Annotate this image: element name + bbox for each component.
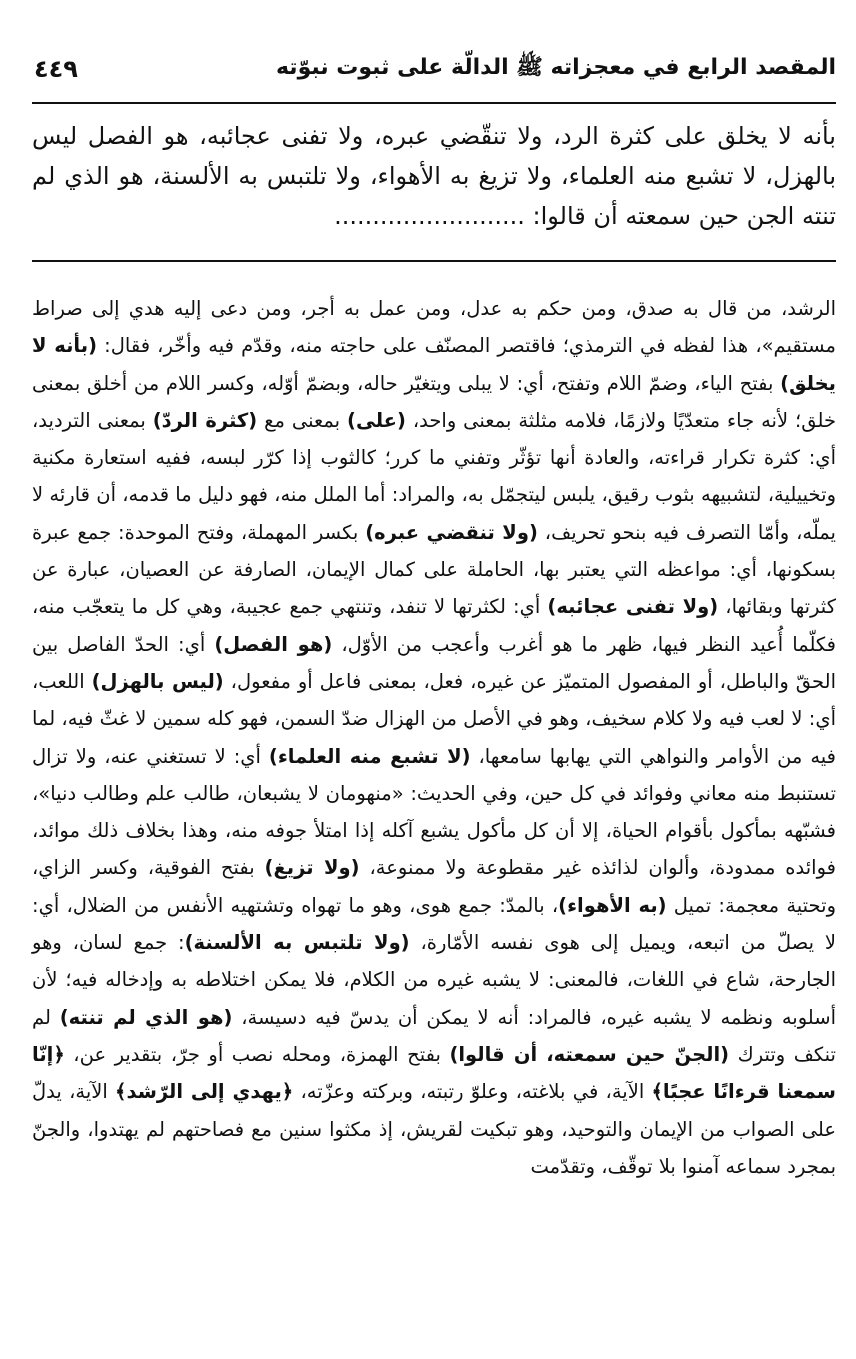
commentary-quote: (لا تشبع منه العلماء) [268,744,471,768]
commentary-text-segment: بكسر المهملة، وفتح الموحدة: جمع عبرة بسكونها، أي: مواعظه التي يعتبر بها، الحاملة على كمال الإيمان، الصارفة عن العصيان، عبارة عن كثرتها وبقائها، [32,520,836,619]
commentary-text-segment: أي: لكثرتها لا تنفد، وتنتهي جمع عجيبة، وهي كل ما يتعجّب منه، فكلّما أُعيد النظر فيها، ظهر ما هو أغرب وأعجب من الأوّل، [32,595,836,656]
main-dots: ......................... [334,202,525,230]
running-title: المقصد الرابع في معجزاته ﷺ الدالّة على ثبوت نبوّته [275,55,836,80]
commentary-quote: (كثرة الردّ) [152,408,258,432]
commentary-quote: (به الأهواء) [558,893,667,917]
commentary-text-segment: أي: الحدّ الفاصل بين الحقّ والباطل، أو المفصول المتميّز عن غيره، فعل، بمعنى فاعل أو مفعول، [32,632,836,693]
commentary-quote: (هو الفصل) [214,632,333,656]
commentary-text-segment: لم تنكف وتترك [32,1005,836,1066]
commentary-quote: (بأنه لا يخلق) [32,334,836,395]
commentary-quote: (الجنّ حين سمعته، أن قالوا) [449,1042,730,1066]
main-paragraph [32,116,836,236]
commentary-text-segment: بفتح الياء، وضمّ اللام وتفتح، أي: لا يبلى ويتغيّر حاله، وبضمّ أوّله، وكسر اللام من أخلق بمعنى خلق؛ لأنه جاء متعدّيًا ولازمًا، فلامه مثلثة بمعنى واحد، [32,371,836,432]
commentary-text-segment: ، بالمدّ: جمع هوى، وهو ما تهواه وتشتهيه الأنفس من الضلال، أي: لا يصلّ من اتبعه، ويميل إلى هوى نفسه الأمّارة، [32,893,837,955]
commentary-text-segment: الرشد، من قال به صدق، ومن حكم به عدل، ومن عمل به أجر، ومن دعى إليه هدي إلى صراط مستقيم»، هذا لفظه في الترمذي؛ فاقتصر المصنّف على حاجته منه، وقدّم فيه وأخّر، فقال: [32,297,836,358]
commentary-text-segment: بمعنى الترديد، أي: كثرة تكرار قراءته، والعادة أنها تؤثّر وتفني ما كرر؛ كالثوب إذا كرّر لبسه، ففيه استعارة مكنية وتخييلية، لتشبيهه بثوب رقيق، يلبس ليتجمّل به، والمراد: أما الملل منه، فهو دليل ما قدمه، أن قارئه لا يملّه، وأمّا التصرف فيه بنحو تحريف، [32,408,836,544]
header-rule [32,102,836,104]
commentary-quote: (ولا تنقضي عبره) [365,520,538,544]
commentary-quote: (ولا تلتبس به الألسنة) [184,931,410,955]
main-text [32,116,836,236]
commentary-text-segment: بمعنى مع [257,408,348,432]
commentary-quote: (ولا تفنى عجائبه) [547,595,719,619]
commentary-quote: (ولا تزيغ) [264,856,360,880]
commentary-text-segment: بفتح الفوقية، وكسر الزاي، وتحتية معجمة: تميل [32,856,836,917]
page-number: ٤٤٩ [34,55,78,83]
commentary-text-segment: بفتح الهمزة، ومحله نصب أو جرّ، بتقدير عن، [64,1042,450,1066]
commentary-quote: (هو الذي لم تنته) [59,1005,233,1029]
commentary-text [32,290,836,1185]
commentary-quranic-quote: ﴿يهدي إلى الرّشد﴾ [115,1080,294,1104]
commentary-paragraph [32,290,836,1185]
commentary-text-segment: اللعب، أي: لا لعب فيه ولا كلام سخيف، وهو في الأصل من الهزال ضدّ السمن، فهو كله سمين لا غثّ فيه، لما فيه من الأوامر والنواهي التي يهابها سامعها، [32,669,836,768]
commentary-quranic-quote: ﴿إنّا سمعنا قرءانًا عجبًا﴾ [32,1042,836,1104]
commentary-text-segment: الآية، يدلّ على الصواب من الإيمان والتوحيد، وهو تبكيت لقريش، إذ مكثوا سنين مع فصاحتهم لم يهتدوا، والجنّ بمجرد سماعه آمنوا بلا توقّف، وتقدّمت [32,1080,836,1178]
commentary-text-segment: أي: لا تستغني عنه، ولا تزال تستنبط منه معاني وفوائد في كل حين، وفي الحديث: «منهومان لا يشبعان، طالب علم وطالب دنيا»، فشبّهه بمأكول بأقوام الحياة، إلا أن كل مأكول يشبع آكله إذا امتلأ جوفه منه، وهذا بخلاف ذلك موائد، فوائده ممدودة، وألوان لذائذه غير مقطوعة ولا ممنوعة، [32,744,836,880]
page-header [34,46,836,92]
divider-rule [32,260,836,262]
commentary-text-segment: الآية، في بلاغته، وعلوّ رتبته، وبركته وعزّته، [293,1080,652,1104]
commentary-quote: (ليس بالهزل) [91,669,224,693]
commentary-quote: (على) [347,408,406,432]
main-body: بأنه لا يخلق على كثرة الرد، ولا تنقّضي عبره، ولا تفنى عجائبه، هو الفصل ليس بالهزل، لا تشبع منه العلماء، ولا تزيغ به الأهواء، ولا تلتبس به الألسنة، هو الذي لم تنته الجن حين سمعته أن قالوا: [32,122,836,230]
commentary-text-segment: : جمع لسان، وهو الجارحة، شاع في اللغات، فالمعنى: لا يشبه غيره من الكلام، فلا يمكن اختلاطه به وإدخاله فيه؛ لأن أسلوبه ونظمه لا يشبه غيره، فالمراد: أنه لا يمكن أن يدسّ فيه دسيسة، [32,931,837,1029]
